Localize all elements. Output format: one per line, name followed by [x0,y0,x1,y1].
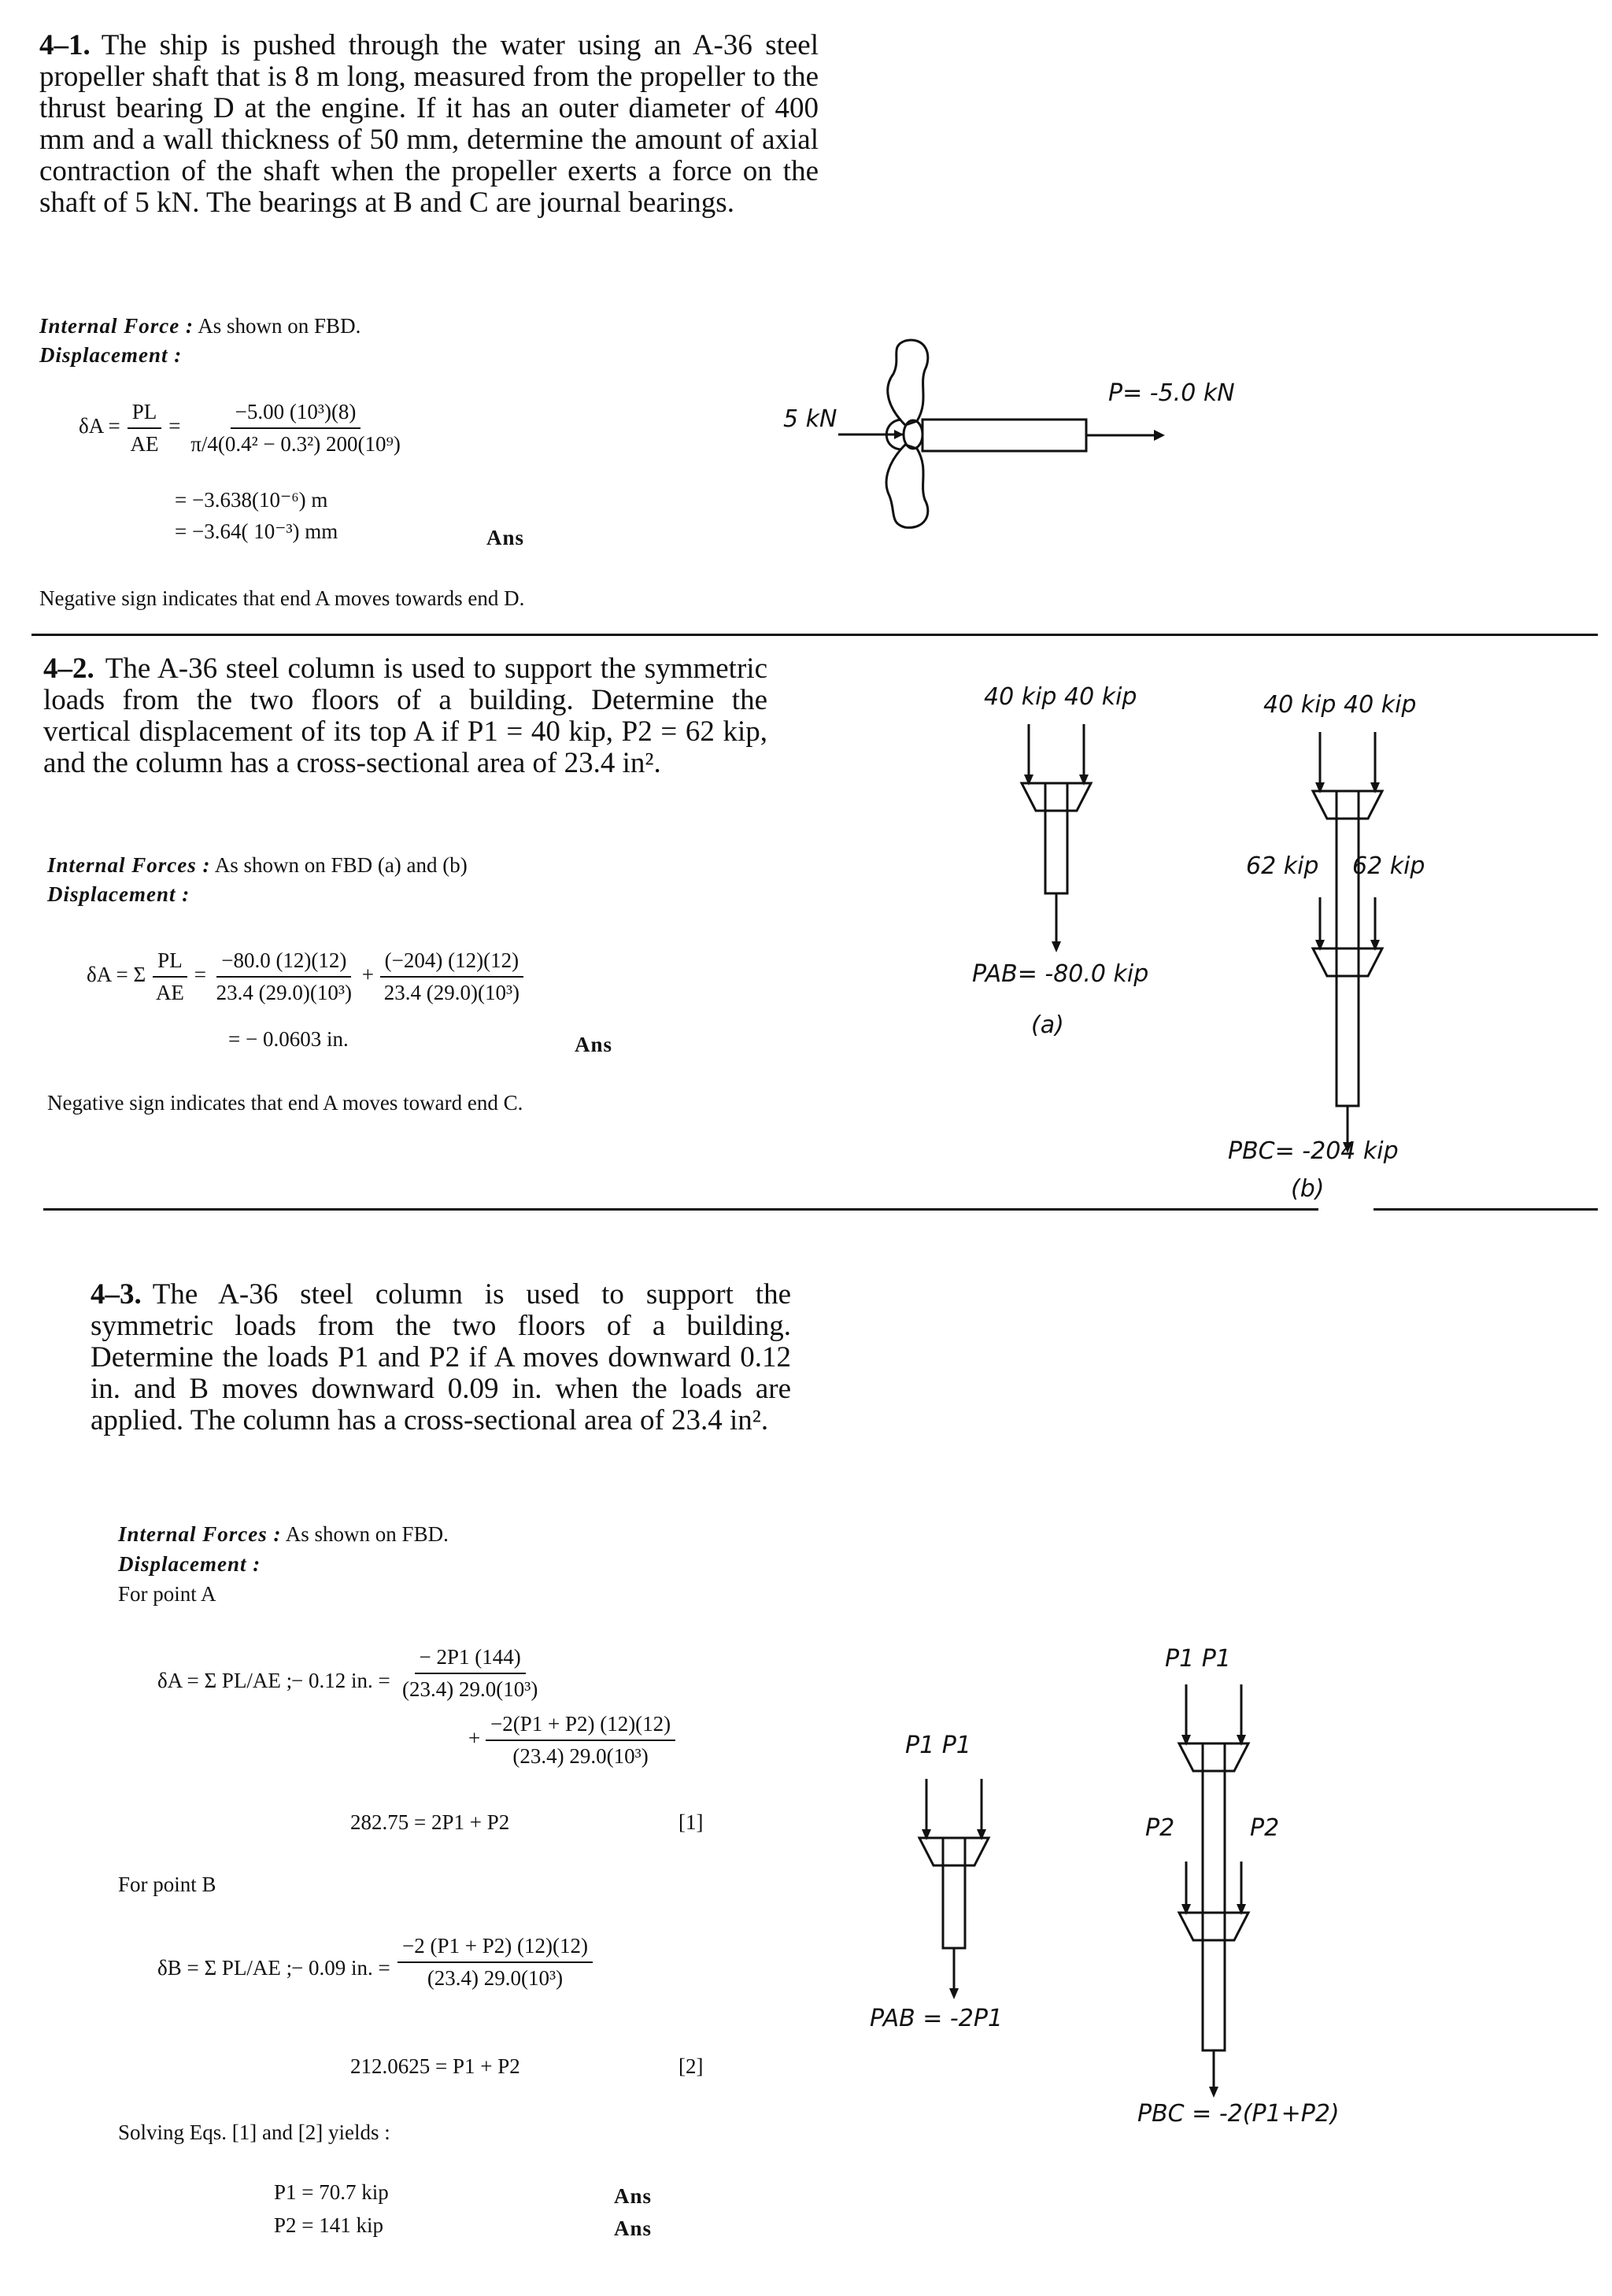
problem-4-1-statement [39,30,819,219]
propeller-blade-bottom [886,445,928,527]
p43-tag1: [1] [678,1810,704,1834]
p43-fig-b-left: P2 [1145,1814,1175,1842]
p43-ans-2: Ans [614,2217,653,2240]
divider-2 [43,1208,1318,1211]
p42-fbd-a [984,708,1126,976]
p43-fbd-a [882,1763,1023,2023]
p42-result: = − 0.0603 in. [228,1027,349,1051]
p43-lhs-b: δB = Σ PL/AE ; [157,1956,293,1980]
p42-fbd-b [1279,716,1436,1157]
p41-lhs: δA = [79,414,120,438]
p43-frac-a2: + $\frac{-2(P1 + P2) (12)(12)}{\text{(23.4) 29.0(10³)}}$ [468,1712,675,1769]
p41-fig-force-left: 5 kN [783,405,837,433]
p42-note: Negative sign indicates that end A moves toward end C. [47,1091,523,1115]
p43-displacement-label: Displacement : [118,1552,261,1576]
p42-ans: Ans [575,1033,613,1056]
p42-fig-a-loads: 40 kip 40 kip [984,683,1137,711]
p41-numerator: −5.00 (10³)(8) [231,400,361,429]
propeller-blade-top [888,340,928,425]
divider-1 [31,634,1598,636]
p42-fig-a-force: PAB= -80.0 kip [972,960,1149,988]
p41-propeller-figure [771,327,1307,547]
problem-4-2-number: 4–2. [43,653,94,685]
divider-2-right [1374,1208,1598,1211]
p42-equation: δA = Σ $\frac{PL}{AE}$ = $\frac{-80.0 (12)(12)}{\text{23.4 (29.0)(10³)}}$ + $\frac{(-204) (12)(12)}{\text{23.4 (29.0)(10³)}}$ [87,948,524,1005]
p41-internal-label: Internal Force : [39,314,194,338]
p43-fig-b-right: P2 [1250,1814,1280,1842]
problem-4-2-text: The A-36 steel column is used to support the symmetric loads from the two floors of a building. Determine the vertical displacement of its top A if P1 = 40 kip, P2 = 62 kip, and the column has a cross-sectional area of 23.4 in². [43,653,767,779]
p43-fbd-b [1145,1669,1303,2109]
problem-4-3-number: 4–3. [91,1278,142,1311]
p42-fraction-1: $\frac{-80.0 (12)(12)}{\text{23.4 (29.0)(10³)}}$ [216,948,352,1004]
p43-frac-b: $\frac{-2 (P1 + P2) (12)(12)}{\text{(23.4) 29.0(10³)}}$ [397,1934,593,1991]
p43-val-a: − 0.12 in. = [291,1669,390,1692]
p42-fig-b-left: 62 kip [1246,852,1319,880]
p43-solving: Solving Eqs. [1] and [2] yields : [118,2120,390,2144]
p42-fig-b-right: 62 kip [1352,852,1425,880]
p41-note: Negative sign indicates that end A moves towards end D. [39,586,525,610]
p42-internal-forces: Internal Forces : As shown on FBD (a) and (b) [47,853,468,877]
p43-result-1: P1 = 70.7 kip [274,2180,389,2204]
problem-4-3-text: The A-36 steel column is used to support the symmetric loads from the two floors of a building. Determine the loads P1 and P2 if A moves downward 0.12 in. and B moves downward 0.09 in. when the loads are applied. The column has a cross-sectional area of 23.4 in². [91,1278,791,1436]
p43-val-b: − 0.09 in. = [291,1956,390,1980]
problem-4-2-statement [43,653,767,779]
p42-fig-a-label: (a) [1031,1011,1064,1039]
p42-fig-b-label: (b) [1291,1175,1325,1203]
p43-eq1: 282.75 = 2P1 + P2 [350,1810,510,1834]
p42-fraction-2: $\frac{(-204) (12)(12)}{\text{23.4 (29.0)(10³)}}$ [379,948,524,1005]
p41-fraction [186,400,405,457]
p43-lhs-a: δA = Σ PL/AE ; [157,1669,293,1692]
p42-displacement-label: Displacement : [47,882,190,906]
p43-ans-1: Ans [614,2184,653,2208]
p43-fig-b-force: PBC = -2(P1+P2) [1137,2100,1340,2128]
p43-fig-a-loads: P1 P1 [905,1732,971,1759]
p42-fig-b-force: PBC= -204 kip [1228,1137,1399,1165]
propeller-hub [904,420,922,449]
p42-fig-b-loads: 40 kip 40 kip [1263,691,1417,719]
p43-result-2: P2 = 141 kip [274,2213,383,2237]
p41-internal-text: As shown on FBD. [198,314,361,338]
p41-denominator: π/4(0.4² − 0.3²) 200(10⁹) [190,432,401,456]
p41-displacement-label: Displacement : [39,343,183,367]
problem-4-1-number: 4–1. [39,29,91,61]
p41-equation: δA = $\frac{PL}{AE}$ = $\frac{\text{−5.00 (10³)(8)}}{\text{π/4(0.4² − 0.3²) 200(10⁹)}}$ [79,400,405,457]
problem-4-3-statement [91,1279,791,1436]
p43-fig-b-loads: P1 P1 [1165,1645,1231,1673]
problem-4-1-text: The ship is pushed through the water using an A-36 steel propeller shaft that is 8 m long, measured from the propeller to the thrust bearing D at the engine. If it has an outer diameter of 400 mm and a wall thickness of 50 mm, determine the amount of axial contraction of the shaft when the propeller exerts a force on the shaft of 5 kN. The bearings at B and C are journal bearings. [39,29,819,219]
p43-internal-forces: Internal Forces : As shown on FBD. [118,1522,449,1546]
p41-ans: Ans [486,526,525,549]
p43-fig-a-force: PAB = -2P1 [870,2005,1003,2032]
p41-pl-ae: $\frac{PL}{AE}$ [125,400,163,457]
p41-line2: = −3.638(10⁻⁶) m [175,488,328,512]
p43-point-a: For point A [118,1582,216,1606]
p41-fig-force-right: P= -5.0 kN [1108,379,1235,407]
p43-eq2: 212.0625 = P1 + P2 [350,2054,520,2078]
p43-tag2: [2] [678,2054,704,2078]
propeller-shaft [922,420,1086,451]
p43-frac-a1: $\frac{- 2P1 (144)}{\text{(23.4) 29.0(10³)}}$ [402,1645,538,1701]
p41-internal-force [39,311,360,341]
p41-line3: = −3.64( 10⁻³) mm [175,519,338,543]
p43-point-b: For point B [118,1873,216,1896]
